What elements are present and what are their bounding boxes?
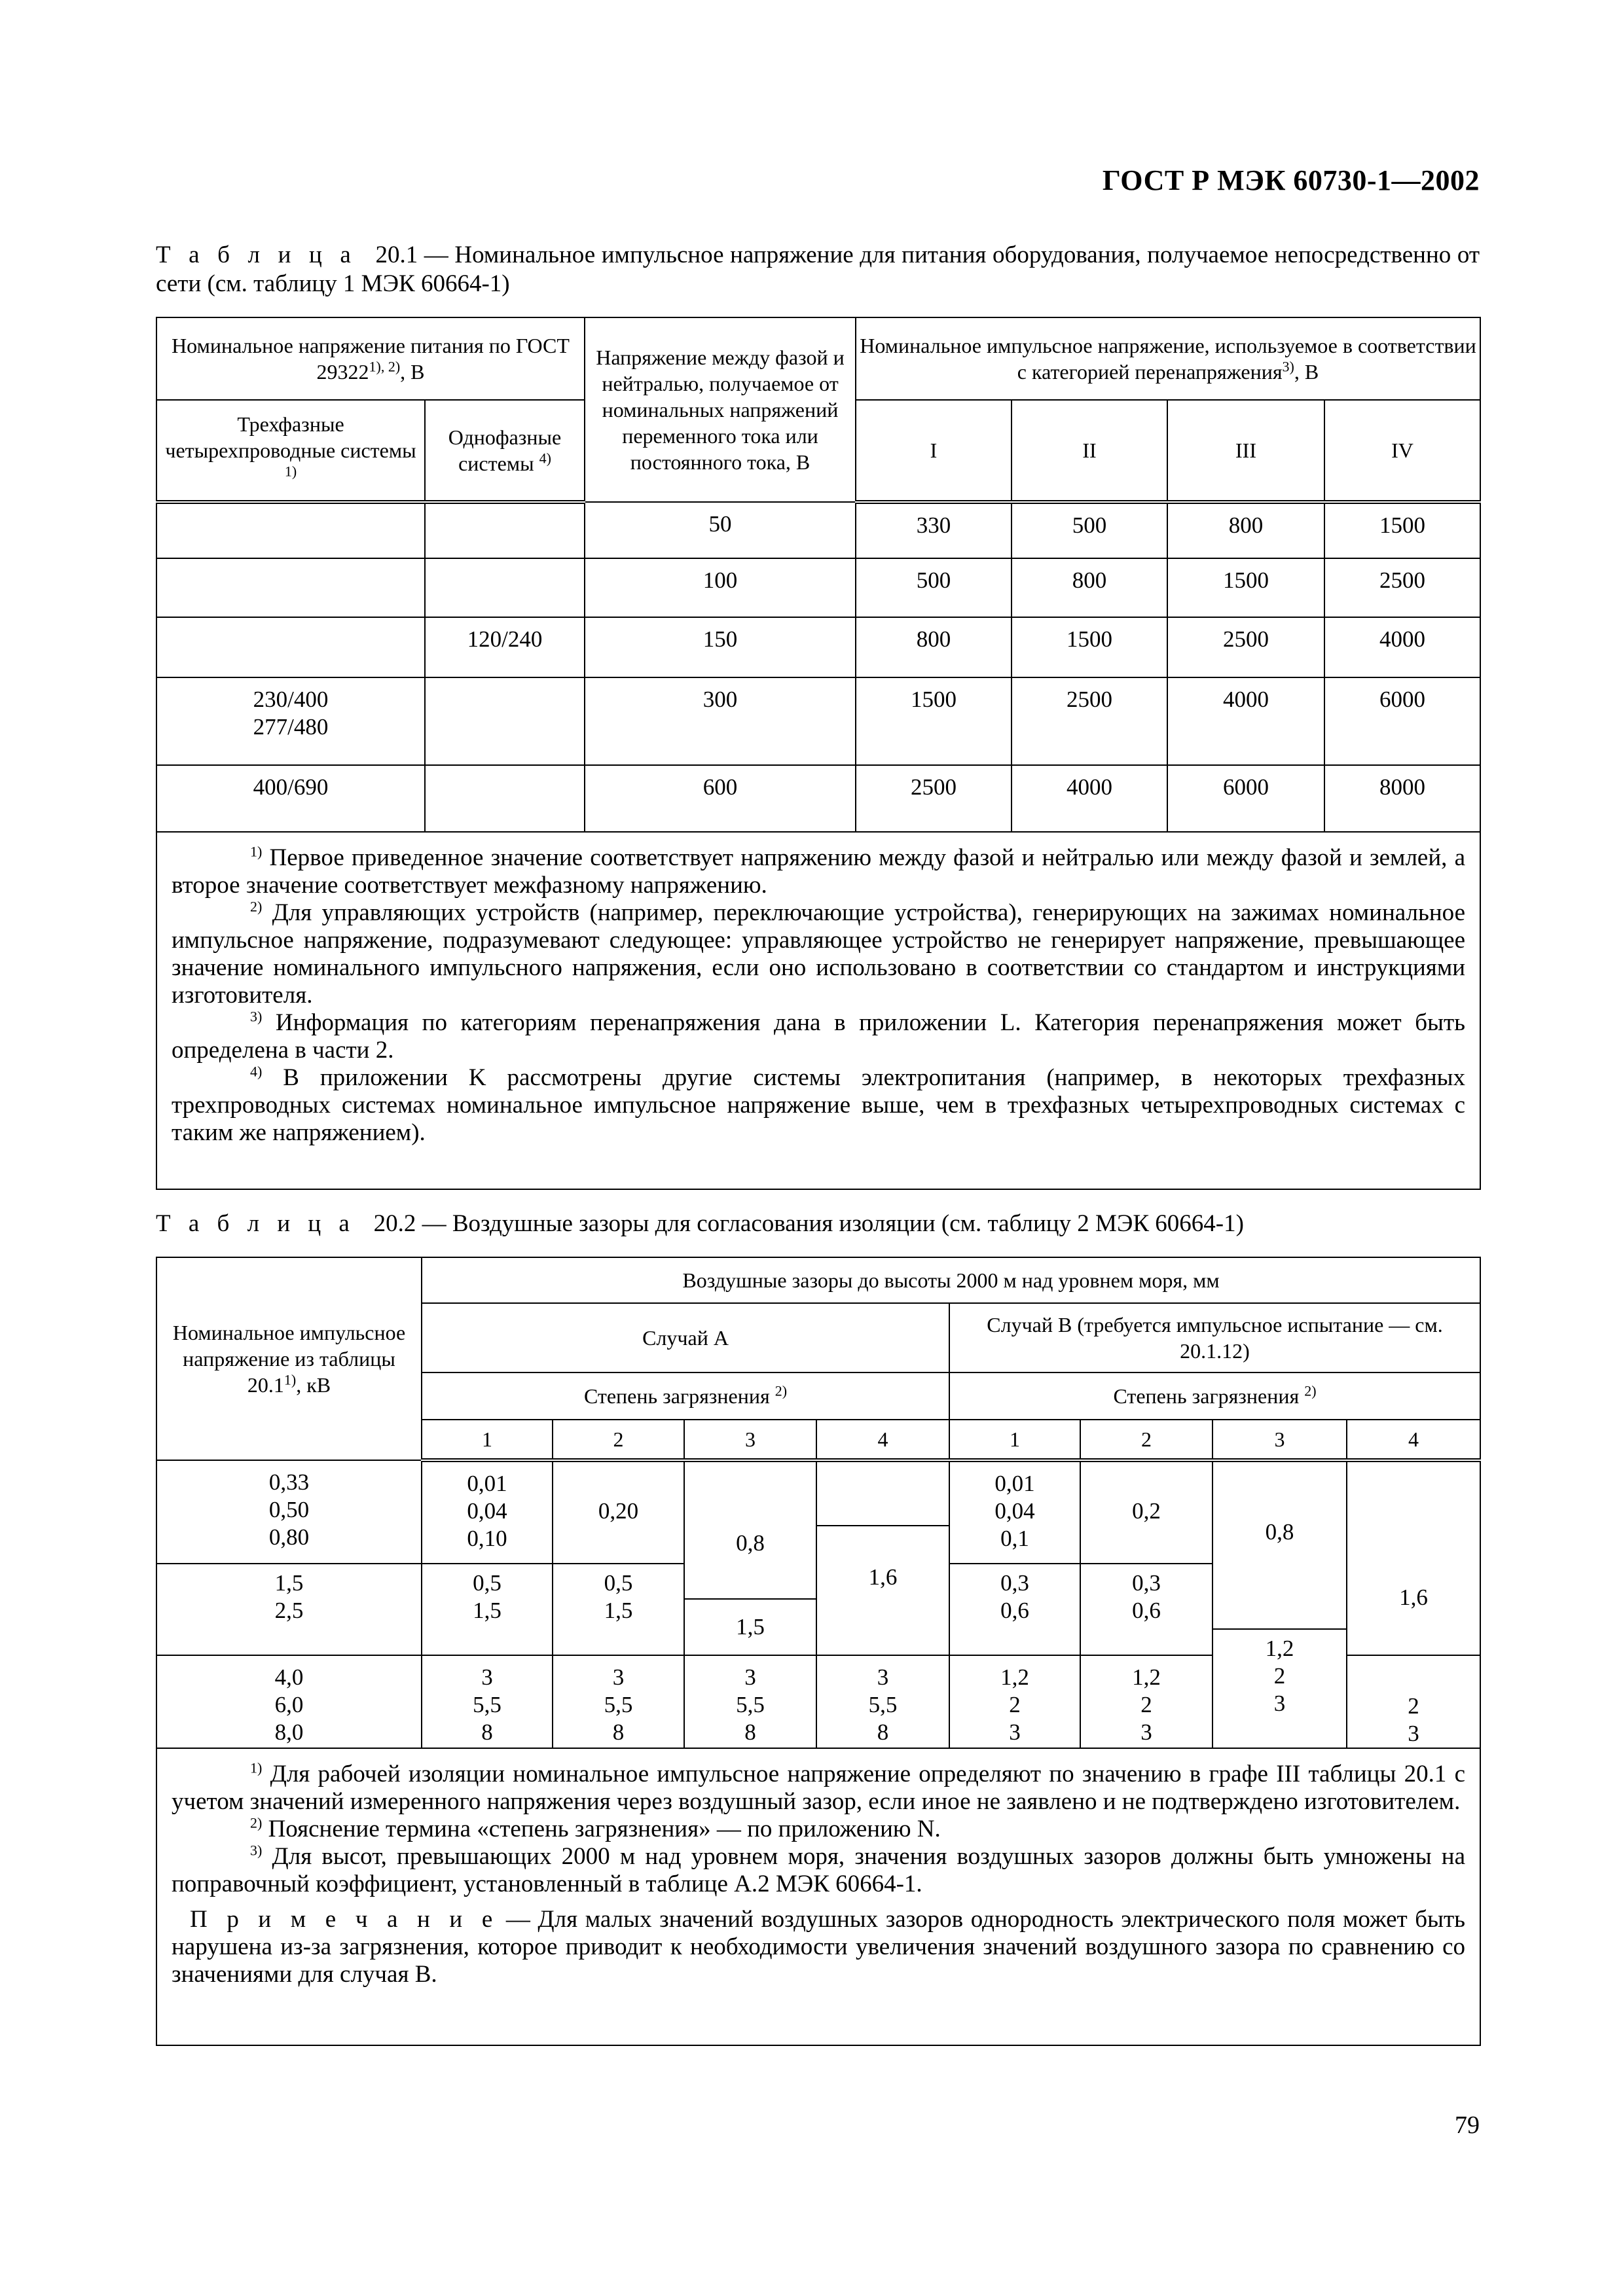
cell-a2-group3: 3 5,5 8 <box>553 1655 684 1748</box>
header-degree-a4: 4 <box>816 1420 949 1460</box>
cell-b1-group2: 0,3 0,6 <box>949 1564 1080 1655</box>
header-case-a: Случай А <box>422 1303 949 1372</box>
document-id: ГОСТ Р МЭК 60730-1—2002 <box>1102 164 1480 196</box>
footnote-1: $^{1)}$ Для рабочей изоляции номинальное импульсное напряжение определяют по значению в графе III таблицы 20.1 с учетом значений измеренного напряжения через воздушный зазор, если иное не заявлено и не подтверждено изготовителем. <box>172 1759 1465 1815</box>
cell-a1-group2: 0,5 1,5 <box>422 1564 553 1655</box>
header-phase-neutral-voltage: Напряжение между фазой и нейтралью, получаемое от номинальных напряжений переменного тока или постоянного тока, В <box>585 317 856 502</box>
cell-cat-3: 4000 <box>1167 677 1324 765</box>
cell-b3-group3: 1,2 2 3 <box>1213 1629 1347 1748</box>
table-row <box>156 677 1480 765</box>
cell-b2-group3: 1,2 2 3 <box>1080 1655 1213 1748</box>
cell-cat-1: 500 <box>856 558 1012 617</box>
cell-cat-3: 1500 <box>1167 558 1324 617</box>
cell-cat-4: 8000 <box>1324 765 1480 832</box>
cell-cat-2: 4000 <box>1012 765 1167 832</box>
header-single-phase: Однофазные системы $^{4)}$ <box>425 400 585 502</box>
cell-a2-group2: 0,5 1,5 <box>553 1564 684 1655</box>
cell-cat-3: 2500 <box>1167 617 1324 677</box>
cell-b2-group1: 0,2 <box>1080 1460 1213 1564</box>
header-case-b: Случай В (требуется импульсное испытание — см. 20.1.12) <box>949 1303 1480 1372</box>
cell-a1-group3: 3 5,5 8 <box>422 1655 553 1748</box>
cell-cat-2: 1500 <box>1012 617 1167 677</box>
cell-three-phase <box>156 617 425 677</box>
cell-cat-4: 4000 <box>1324 617 1480 677</box>
header-category-4: IV <box>1324 400 1480 502</box>
footnote-1: $^{1)}$ Первое приведенное значение соответствует напряжению между фазой и нейтралью или между фазой и землей, а второе значение соответствует межфазному напряжению. <box>172 843 1466 899</box>
cell-three-phase: 400/690 <box>156 765 425 832</box>
cell-phase-voltage: 150 <box>585 617 856 677</box>
table1-caption-word: Т а б л и ц а <box>156 242 357 268</box>
table2-caption-word: Т а б л и ц а <box>156 1210 356 1237</box>
cell-a1-group1: 0,01 0,04 0,10 <box>422 1460 553 1564</box>
cell-three-phase: 230/400 277/480 <box>156 677 425 765</box>
cell-b1-group3: 1,2 2 3 <box>949 1655 1080 1748</box>
table-20-2 <box>156 1257 1481 2046</box>
cell-cat-2: 800 <box>1012 558 1167 617</box>
header-degree-a2: 2 <box>553 1420 684 1460</box>
cell-b2-group2: 0,3 0,6 <box>1080 1564 1213 1655</box>
cell-b1-group1: 0,01 0,04 0,1 <box>949 1460 1080 1564</box>
table1-caption <box>156 241 1480 298</box>
table-row <box>156 558 1480 617</box>
cell-a2-group1: 0,20 <box>553 1460 684 1564</box>
cell-single-phase: 120/240 <box>425 617 585 677</box>
table2-footnotes <box>156 1748 1480 2045</box>
cell-single-phase <box>425 558 585 617</box>
footnote-3: $^{3)}$ Информация по категориям перенапряжения дана в приложении L. Категория перенапряжения может быть определена в части 2. <box>172 1008 1466 1064</box>
header-pollution-b: Степень загрязнения $^{2)}$ <box>949 1372 1480 1420</box>
header-category-2: II <box>1012 400 1167 502</box>
cell-a4-top: 1,6 <box>816 1526 949 1655</box>
table1-caption-text: 20.1 — Номинальное импульсное напряжение для питания оборудования, получаемое непосредственно от сети (см. таблицу 1 МЭК 60664-1) <box>156 242 1480 297</box>
cell-b4-mid: 1,6 <box>1347 1460 1480 1655</box>
cell-phase-voltage: 50 <box>585 502 856 558</box>
table-row <box>156 502 1480 558</box>
cell-nominal-group3: 4,0 6,0 8,0 <box>156 1655 422 1748</box>
footnote-2: $^{2)}$ Для управляющих устройств (например, переключающие устройства), генерирующих на зажимах номинальное импульсное напряжение, подразумевают следующее: управляющее устройство не генерирует напряжение, превышающее значение номинального импульсного напряжения, если оно использовано в соответствии со стандартом и инструкциями изготовителя. <box>172 898 1466 1009</box>
cell-cat-3: 800 <box>1167 502 1324 558</box>
header-category-1: I <box>856 400 1012 502</box>
cell-phase-voltage: 300 <box>585 677 856 765</box>
header-clearances: Воздушные зазоры до высоты 2000 м над уровнем моря, мм <box>422 1257 1480 1303</box>
table-20-1 <box>156 317 1481 1190</box>
cell-a3-group3: 3 5,5 8 <box>684 1655 816 1748</box>
cell-phase-voltage: 100 <box>585 558 856 617</box>
table2-caption-text: 20.2 — Воздушные зазоры для согласования изоляции (см. таблицу 2 МЭК 60664-1) <box>373 1210 1244 1237</box>
cell-three-phase <box>156 558 425 617</box>
header-degree-b2: 2 <box>1080 1420 1213 1460</box>
cell-cat-1: 330 <box>856 502 1012 558</box>
cell-cat-4: 6000 <box>1324 677 1480 765</box>
cell-b4-group3: 2 3 <box>1347 1655 1480 1748</box>
header-pollution-a: Степень загрязнения $^{2)}$ <box>422 1372 949 1420</box>
cell-a4-group3: 3 5,5 8 <box>816 1655 949 1748</box>
header-degree-a3: 3 <box>684 1420 816 1460</box>
header-degree-b3: 3 <box>1213 1420 1347 1460</box>
table2-remark: П р и м е ч а н и е — Для малых значений воздушных зазоров однородность электрического поля может быть нарушена из-за загрязнения, которое приводит к необходимости увеличения значений воздушного зазора по сравнению со значениями для случая В. <box>172 1906 1465 1988</box>
table2-caption <box>156 1210 1480 1238</box>
cell-cat-1: 2500 <box>856 765 1012 832</box>
cell-a3-top: 0,8 <box>684 1460 816 1599</box>
header-degree-b1: 1 <box>949 1420 1080 1460</box>
header-impulse-voltage: Номинальное импульсное напряжение, используемое в соответствии с категорией перенапряжения$^{3)}$, В <box>856 317 1480 400</box>
table-row <box>156 765 1480 832</box>
cell-b3-top: 0,8 <box>1213 1460 1347 1629</box>
table-row <box>156 617 1480 677</box>
header-supply-voltage: Номинальное напряжение питания по ГОСТ $29322^{1), 2)}$, В <box>156 317 585 400</box>
cell-phase-voltage: 600 <box>585 765 856 832</box>
footnote-4: $^{4)}$ В приложении K рассмотрены другие системы электропитания (например, в некоторых трехфазных трехпроводных системах номинальное импульсное напряжение выше, чем в трехфазных четырехпроводных системах с таким же напряжением). <box>172 1063 1466 1146</box>
cell-nominal-group2: 1,5 2,5 <box>156 1564 422 1655</box>
header-degree-a1: 1 <box>422 1420 553 1460</box>
cell-a4-empty <box>816 1460 949 1526</box>
footnote-3: $^{3)}$ Для высот, превышающих 2000 м над уровнем моря, значения воздушных зазоров должны быть умножены на поправочный коэффициент, установленный в таблице А.2 МЭК 60664-1. <box>172 1842 1465 1897</box>
page-number: 79 <box>1455 2111 1480 2139</box>
cell-cat-1: 1500 <box>856 677 1012 765</box>
header-degree-b4: 4 <box>1347 1420 1480 1460</box>
cell-three-phase <box>156 502 425 558</box>
header-three-phase: Трехфазные четырехпроводные системы $^{1)}$ <box>156 400 425 502</box>
table1-footnotes <box>156 832 1480 1189</box>
cell-single-phase <box>425 765 585 832</box>
cell-a3-group2: 1,5 <box>684 1599 816 1655</box>
cell-cat-2: 500 <box>1012 502 1167 558</box>
cell-cat-2: 2500 <box>1012 677 1167 765</box>
cell-nominal-group1: 0,33 0,50 0,80 <box>156 1460 422 1564</box>
footnote-2: $^{2)}$ Пояснение термина «степень загрязнения» — по приложению N. <box>250 1814 941 1842</box>
cell-cat-3: 6000 <box>1167 765 1324 832</box>
cell-cat-4: 2500 <box>1324 558 1480 617</box>
cell-single-phase <box>425 677 585 765</box>
cell-cat-4: 1500 <box>1324 502 1480 558</box>
header-nominal-impulse: Номинальное импульсное напряжение из таблицы 20.1$^{1)}$, кВ <box>156 1257 422 1460</box>
cell-cat-1: 800 <box>856 617 1012 677</box>
cell-single-phase <box>425 502 585 558</box>
header-category-3: III <box>1167 400 1324 502</box>
